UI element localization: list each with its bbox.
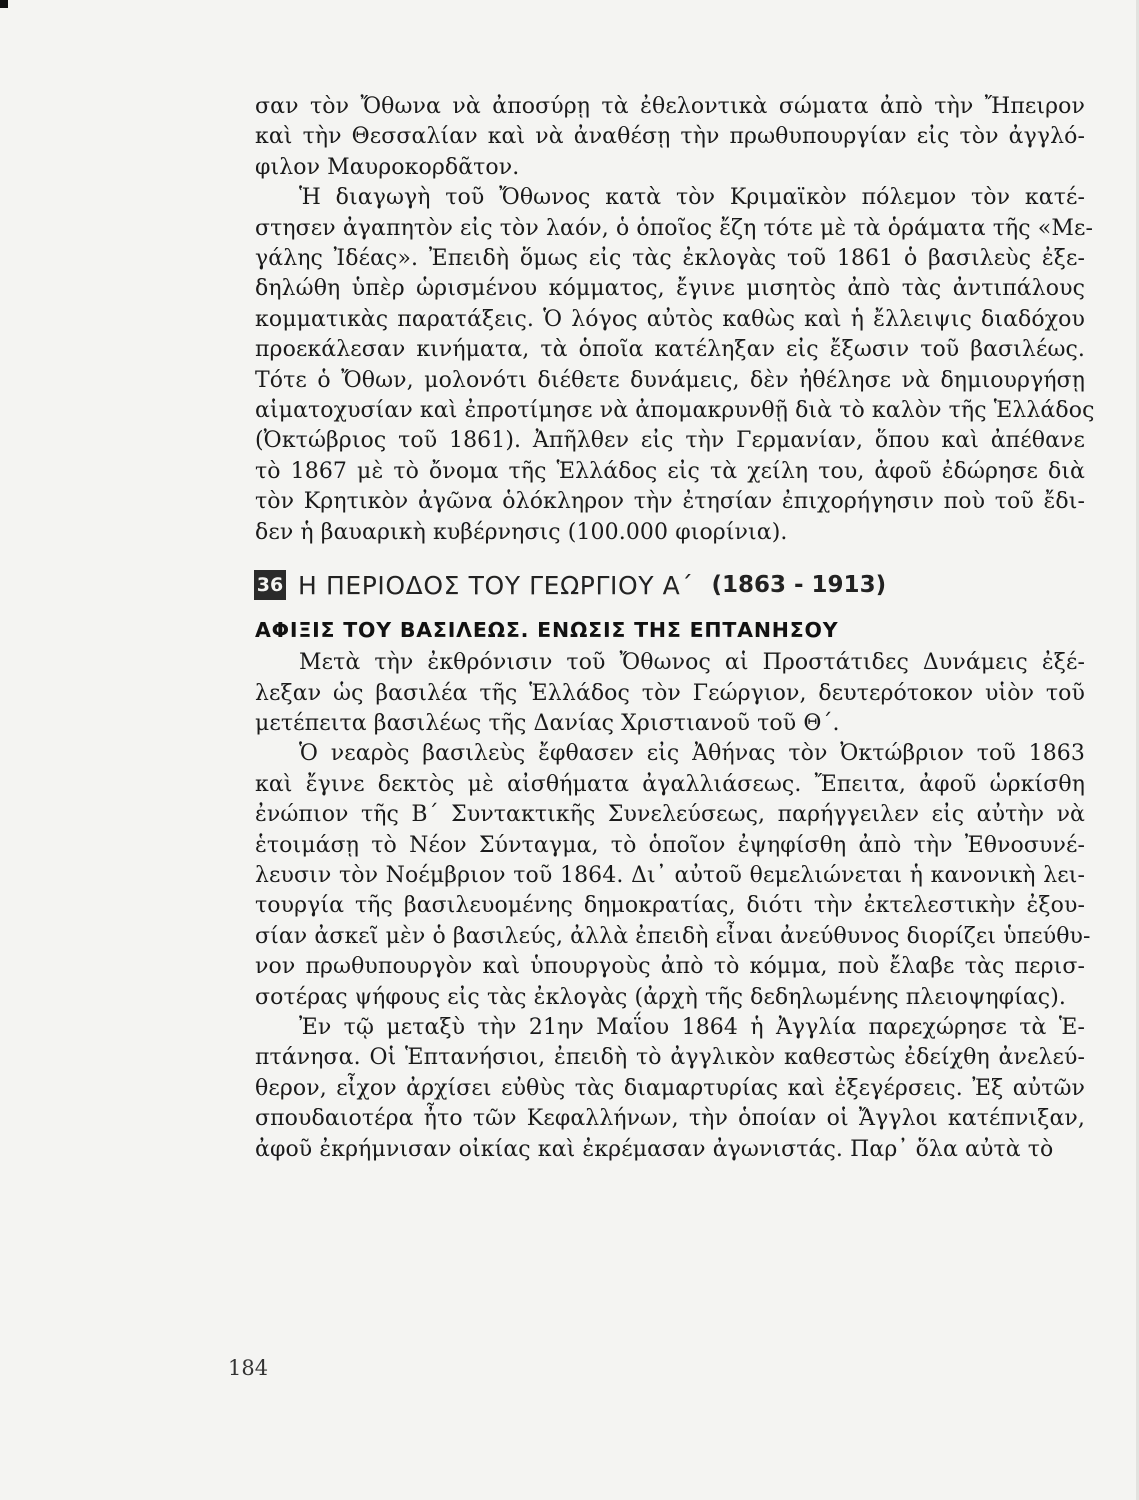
text-line: κομματικὰς παρατάξεις. Ὁ λόγος αὐτὸς καθὼς καὶ ἡ ἔλλειψις διαδόχου (255, 306, 1085, 332)
scan-corner-mark (0, 0, 8, 8)
paragraph (255, 739, 1091, 1013)
text-line: (Ὀκτώβριος τοῦ 1861). Ἀπῆλθεν εἰς τὴν Γερμανίαν, ὅπου καὶ ἀπέθανε (255, 428, 1085, 454)
text-line: ἑτοιμάσῃ τὸ Νέον Σύνταγμα, τὸ ὁποῖον ἐψηφίσθη ἀπὸ τὴν Ἐθνοσυνέ- (255, 832, 1085, 858)
text-line: νον πρωθυπουργὸν καὶ ὑπουργοὺς ἀπὸ τὸ κόμμα, ποὺ ἔλαβε τὰς περισ- (255, 954, 1085, 980)
section-number-badge: 36 (254, 570, 286, 600)
section-title: Η ΠΕΡΙΟΔΟΣ ΤΟΥ ΓΕΩΡΓΙΟΥ Α΄ (298, 570, 694, 600)
text-line: μετέπειτα βασιλέως τῆς Δανίας Χριστιανοῦ τοῦ Θ΄. (255, 710, 840, 736)
text-line: ἀφοῦ ἐκρήμνισαν οἰκίας καὶ ἐκρέμασαν ἀγωνιστάς. Παρ᾽ ὅλα αὐτὰ τὸ (255, 1136, 1054, 1162)
text-line: λεξαν ὡς βασιλέα τῆς Ἑλλάδος τὸν Γεώργιον, δευτερότοκον υἱὸν τοῦ (255, 680, 1085, 706)
paragraph (255, 92, 1085, 183)
text-line: τὸν Κρητικὸν ἀγῶνα ὁλόκληρον τὴν ἐτησίαν ἐπιχορήγησιν ποὺ τοῦ ἔδι- (255, 489, 1085, 515)
text-line: καὶ ἔγινε δεκτὸς μὲ αἰσθήματα ἀγαλλιάσεως. Ἔπειτα, ἀφοῦ ὡρκίσθη (255, 771, 1085, 797)
text-line: πτάνησα. Οἱ Ἑπτανήσιοι, ἐπειδὴ τὸ ἀγγλικὸν καθεστὼς ἐδείχθη ἀνελεύ- (255, 1045, 1085, 1071)
text-line: δεν ἡ βαυαρικὴ κυβέρνησις (100.000 φιορίνια). (255, 519, 788, 545)
paragraph (255, 648, 1085, 739)
body-text-top (255, 92, 1095, 548)
text-line: φιλον Μαυροκορδᾶτον. (255, 154, 520, 180)
body-text-bottom (255, 648, 1091, 1165)
section-years: (1863 - 1913) (711, 572, 887, 599)
text-line: προεκάλεσαν κινήματα, τὰ ὁποῖα κατέληξαν εἰς ἔξωσιν τοῦ βασιλέως. (255, 337, 1085, 363)
subheading: ΑΦΙΞΙΣ ΤΟΥ ΒΑΣΙΛΕΩΣ. ΕΝΩΣΙΣ ΤΗΣ ΕΠΤΑΝΗΣΟΥ (255, 618, 839, 643)
page-number: 184 (228, 1356, 269, 1380)
text-line: τουργία τῆς βασιλευομένης δημοκρατίας, διότι τὴν ἐκτελεστικὴν ἐξου- (255, 893, 1085, 919)
text-line: δηλώθη ὑπὲρ ὡρισμένου κόμματος, ἔγινε μισητὸς ἀπὸ τὰς ἀντιπάλους (255, 276, 1085, 302)
paragraph (255, 183, 1095, 548)
text-line: σπουδαιοτέρα ἦτο τῶν Κεφαλλήνων, τὴν ὁποίαν οἱ Ἄγγλοι κατέπνιξαν, (255, 1106, 1085, 1132)
text-line: ἐνώπιον τῆς Β΄ Συντακτικῆς Συνελεύσεως, παρήγγειλεν εἰς αὐτὴν νὰ (255, 802, 1085, 828)
text-line: Ὁ νεαρὸς βασιλεὺς ἔφθασεν εἰς Ἀθήνας τὸν Ὀκτώβριον τοῦ 1863 (299, 741, 1085, 767)
text-line: Ἐν τῷ μεταξὺ τὴν 21ην Μαΐου 1864 ἡ Ἀγγλία παρεχώρησε τὰ Ἑ- (299, 1014, 1085, 1040)
document-page (255, 92, 1095, 1165)
text-line: Ἡ διαγωγὴ τοῦ Ὄθωνος κατὰ τὸν Κριμαϊκὸν πόλεμον τὸν κατέ- (299, 185, 1085, 211)
paragraph (255, 1013, 1085, 1165)
text-line: Τότε ὁ Ὄθων, μολονότι διέθετε δυνάμεις, δὲν ἠθέλησε νὰ δημιουργήσῃ (255, 367, 1085, 393)
text-line: Μετὰ τὴν ἐκθρόνισιν τοῦ Ὄθωνος αἱ Προστάτιδες Δυνάμεις ἐξέ- (299, 650, 1085, 676)
text-line: θερον, εἶχον ἀρχίσει εὐθὺς τὰς διαμαρτυρίας καὶ ἐξεγέρσεις. Ἐξ αὐτῶν (255, 1075, 1085, 1101)
text-line: αἱματοχυσίαν καὶ ἐπροτίμησε νὰ ἀπομακρυνθῇ διὰ τὸ καλὸν τῆς Ἑλλάδος (255, 398, 1095, 424)
text-line: γάλης Ἰδέας». Ἐπειδὴ ὅμως εἰς τὰς ἐκλογὰς τοῦ 1861 ὁ βασιλεὺς ἐξε- (255, 246, 1085, 272)
section-heading (255, 570, 1085, 600)
text-line: σοτέρας ψήφους εἰς τὰς ἐκλογὰς (ἀρχὴ τῆς δεδηλωμένης πλειοψηφίας). (255, 984, 1066, 1010)
text-line: λευσιν τὸν Νοέμβριον τοῦ 1864. Δι᾽ αὐτοῦ θεμελιώνεται ἡ κανονικὴ λει- (255, 862, 1085, 888)
text-line: σίαν ἀσκεῖ μὲν ὁ βασιλεύς, ἀλλὰ ἐπειδὴ εἶναι ἀνεύθυνος διορίζει ὑπεύθυ- (255, 923, 1091, 949)
text-line: καὶ τὴν Θεσσαλίαν καὶ νὰ ἀναθέσῃ τὴν πρωθυπουργίαν εἰς τὸν ἀγγλό- (255, 124, 1085, 150)
text-line: σαν τὸν Ὄθωνα νὰ ἀποσύρῃ τὰ ἐθελοντικὰ σώματα ἀπὸ τὴν Ἤπειρον (255, 94, 1085, 119)
text-line: στησεν ἀγαπητὸν εἰς τὸν λαόν, ὁ ὁποῖος ἔζη τότε μὲ τὰ ὁράματα τῆς «Με- (255, 215, 1094, 241)
text-line: τὸ 1867 μὲ τὸ ὄνομα τῆς Ἑλλάδος εἰς τὰ χείλη του, ἀφοῦ ἐδώρησε διὰ (255, 458, 1085, 484)
